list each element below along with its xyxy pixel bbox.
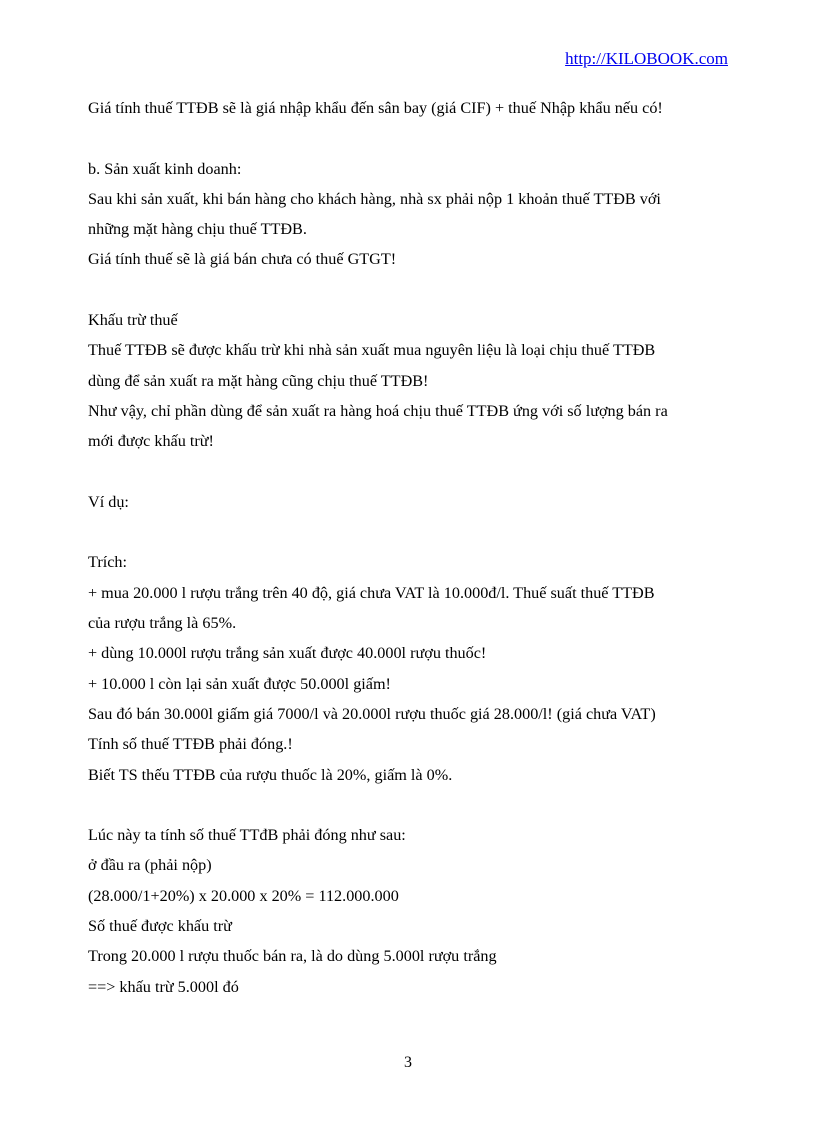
section-heading: Ví dụ:: [88, 492, 129, 511]
text-line: Tính số thuế TTĐB phải đóng.!: [88, 735, 293, 754]
blank-line: [88, 790, 738, 820]
text-line: + mua 20.000 l rượu trắng trên 40 độ, giá chưa VAT là 10.000đ/l. Thuế suất thuế TTĐB: [88, 583, 655, 602]
text-line: + dùng 10.000l rượu trắng sản xuất được 40.000l rượu thuốc!: [88, 644, 487, 663]
text-line: Sau khi sản xuất, khi bán hàng cho khách hàng, nhà sx phải nộp 1 khoản thuế TTĐB với: [88, 189, 661, 208]
section-heading: b. Sản xuất kinh doanh:: [88, 159, 242, 178]
text-line: ở đầu ra (phải nộp): [88, 856, 212, 875]
text-line: Trong 20.000 l rượu thuốc bán ra, là do dùng 5.000l rượu trắng: [88, 947, 497, 966]
text-line: Lúc này ta tính số thuế TTđB phải đóng như sau:: [88, 826, 406, 845]
blank-line: [88, 517, 738, 547]
text-line: Biết TS thếu TTĐB của rượu thuốc là 20%, giấm là 0%.: [88, 765, 453, 784]
text-line: dùng để sản xuất ra mặt hàng cũng chịu thuế TTĐB!: [88, 371, 429, 390]
blank-line: [88, 275, 738, 305]
text-line: Số thuế được khấu trừ: [88, 917, 232, 936]
text-line: + 10.000 l còn lại sản xuất được 50.000l giấm!: [88, 674, 391, 693]
text-line: Sau đó bán 30.000l giấm giá 7000/l và 20.000l rượu thuốc giá 28.000/l! (giá chưa VAT): [88, 704, 656, 723]
text-line: những mặt hàng chịu thuế TTĐB.: [88, 220, 307, 239]
formula-line: (28.000/1+20%) x 20.000 x 20% = 112.000.000: [88, 886, 399, 905]
text-line: Như vậy, chỉ phần dùng để sản xuất ra hàng hoá chịu thuế TTĐB ứng với số lượng bán ra: [88, 401, 668, 420]
blank-line: [88, 457, 738, 487]
page-number: 3: [404, 1054, 412, 1071]
text-line: mới được khấu trừ!: [88, 432, 214, 451]
text-line: Thuế TTĐB sẽ được khấu trừ khi nhà sản xuất mua nguyên liệu là loại chịu thuế TTĐB: [88, 341, 656, 360]
section-heading: Trích:: [88, 553, 127, 572]
text-line: Giá tính thuế sẽ là giá bán chưa có thuế GTGT!: [88, 250, 397, 269]
document-body: [88, 93, 738, 1002]
section-heading: Khấu trừ thuế: [88, 311, 178, 330]
blank-line: [88, 123, 738, 153]
header-link[interactable]: http://KILOBOOK.com: [565, 49, 728, 68]
text-line: ==> khấu trừ 5.000l đó: [88, 977, 239, 996]
text-line: của rượu trắng là 65%.: [88, 614, 237, 633]
text-line: Giá tính thuế TTĐB sẽ là giá nhập khẩu đến sân bay (giá CIF) + thuế Nhập khẩu nếu có!: [88, 99, 663, 117]
